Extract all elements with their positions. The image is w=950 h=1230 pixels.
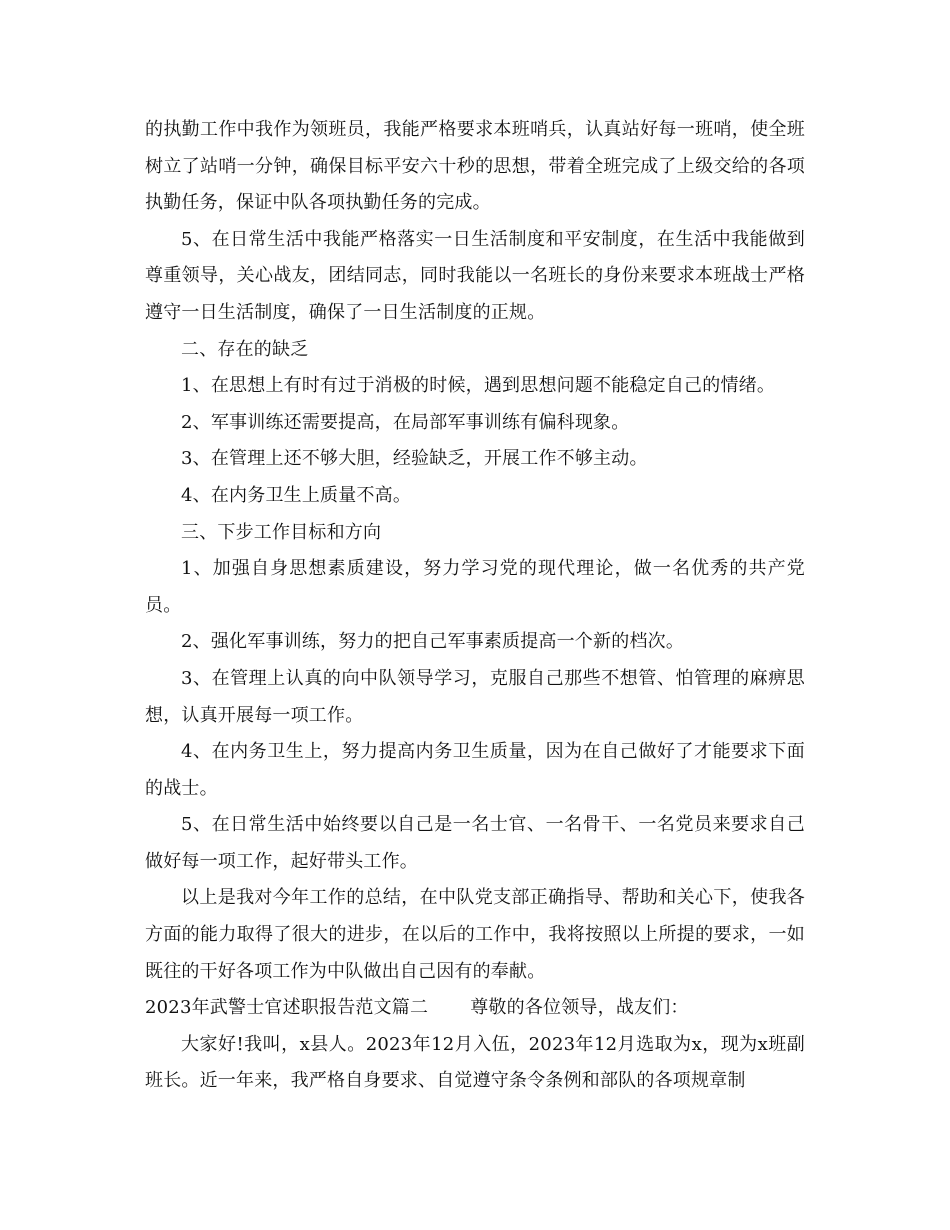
paragraph: 以上是我对今年工作的总结，在中队党支部正确指导、帮助和关心下，使我各方面的能力取得了很大的进步，在以后的工作中，我将按照以上所提的要求，一如既往的干好各项工作为中队做出自己因有的奉献。 [145, 887, 805, 982]
section-heading: 三、下步工作目标和方向 [181, 521, 382, 543]
section-title-line [145, 990, 805, 1027]
section-heading: 二、存在的缺乏 [181, 338, 309, 360]
list-item: 3、在管理上还不够大胆，经验缺乏，开展工作不够主动。 [181, 448, 648, 470]
list-item: 1、在思想上有时有过于消极的时候，遇到思想问题不能稳定自己的情绪。 [181, 375, 776, 397]
section-greeting: 尊敬的各位领导，战友们： [470, 997, 689, 1019]
paragraph: 的执勤工作中我作为领班员，我能严格要求本班哨兵，认真站好每一班哨，使全班树立了站哨一分钟，确保目标平安六十秒的思想，带着全班完成了上级交给的各项执勤任务，保证中队各项执勤任务的完成。 [145, 119, 805, 214]
list-item: 5、在日常生活中始终要以自己是一名士官、一名骨干、一名党员来要求自己做好每一项工作，起好带头工作。 [145, 814, 805, 872]
section-title: 2023年武警士官述职报告范文篇二 [145, 997, 429, 1019]
list-item: 2、军事训练还需要提高，在局部军事训练有偏科现象。 [181, 411, 630, 433]
list-item: 1、加强自身思想素质建设，努力学习党的现代理论，做一名优秀的共产党员。 [145, 558, 805, 616]
document-body [145, 112, 805, 1100]
paragraph: 大家好!我叫，x县人。2023年12月入伍，2023年12月选取为x，现为x班副班长。近一年来，我严格自身要求、自觉遵守条令条例和部队的各项规章制 [145, 1033, 805, 1092]
list-item: 4、在内务卫生上质量不高。 [181, 484, 412, 506]
list-item: 4、在内务卫生上，努力提高内务卫生质量，因为在自己做好了才能要求下面的战士。 [145, 741, 805, 799]
paragraph: 5、在日常生活中我能严格落实一日生活制度和平安制度，在生活中我能做到尊重领导，关心战友，团结同志，同时我能以一名班长的身份来要求本班战士严格遵守一日生活制度，确保了一日生活制度的正规。 [145, 228, 805, 323]
list-item: 3、在管理上认真的向中队领导学习，克服自己那些不想管、怕管理的麻痹思想，认真开展每一项工作。 [145, 667, 805, 726]
list-item: 2、强化军事训练，努力的把自己军事素质提高一个新的档次。 [181, 631, 685, 653]
